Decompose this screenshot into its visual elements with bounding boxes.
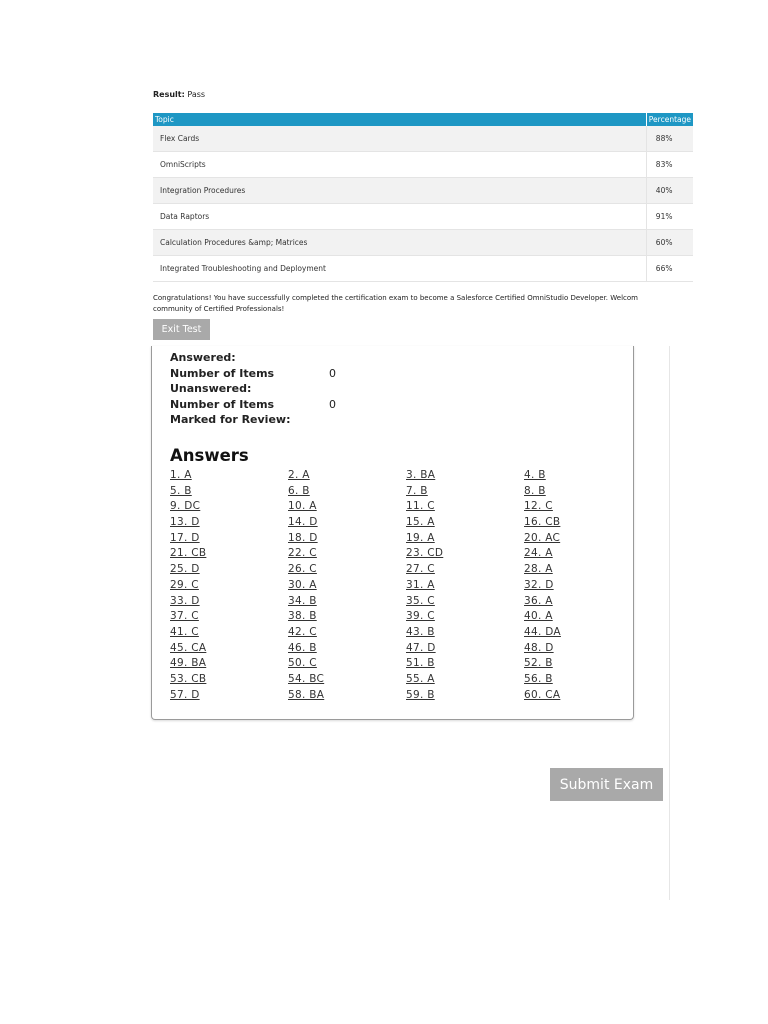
answer-link[interactable]: 4. B <box>524 469 546 481</box>
answer-link[interactable]: 40. A <box>524 610 553 623</box>
answer-link[interactable]: 25. D <box>170 563 200 576</box>
percentage-cell: 91% <box>646 204 693 230</box>
answer-link[interactable]: 38. B <box>288 610 317 623</box>
answer-link[interactable]: 24. A <box>524 547 553 560</box>
answer-link[interactable]: 8. B <box>524 484 546 497</box>
answer-link[interactable]: 51. B <box>406 657 435 670</box>
answer-link[interactable]: 29. C <box>170 578 199 591</box>
table-header-row <box>153 113 693 126</box>
answer-link[interactable]: 42. C <box>288 625 317 638</box>
table-row <box>153 126 693 152</box>
table-row <box>153 230 693 256</box>
result-label: Result: <box>153 90 185 99</box>
topic-scores-table <box>153 113 693 282</box>
answer-link[interactable]: 48. D <box>524 641 554 654</box>
congratulations-message <box>153 293 676 315</box>
answer-link[interactable]: 31. A <box>406 578 435 591</box>
answer-link[interactable]: 59. B <box>406 688 435 701</box>
topic-cell: Flex Cards <box>153 126 646 152</box>
percentage-column-header: Percentage <box>646 113 693 126</box>
answer-link[interactable]: 53. CB <box>170 672 207 685</box>
answer-link[interactable]: 13. D <box>170 516 200 529</box>
answer-link[interactable]: 55. A <box>406 672 435 685</box>
answers-title: Answers <box>170 446 249 465</box>
marked-for-review-heading: Marked for Review: <box>170 413 291 426</box>
answer-link[interactable]: 14. D <box>288 516 318 529</box>
answer-link[interactable]: 11. C <box>406 500 435 513</box>
table-row <box>153 178 693 204</box>
answer-link[interactable]: 45. CA <box>170 641 207 654</box>
answer-link[interactable]: 3. BA <box>406 469 436 481</box>
answer-link[interactable]: 27. C <box>406 563 435 576</box>
table-row <box>153 152 693 178</box>
answers-grid <box>170 468 630 703</box>
topic-cell: Calculation Procedures &amp; Matrices <box>153 230 646 256</box>
answered-heading: Answered: <box>170 351 236 364</box>
answer-link[interactable]: 35. C <box>406 594 435 607</box>
answer-link[interactable]: 50. C <box>288 657 317 670</box>
answer-link[interactable]: 26. C <box>288 563 317 576</box>
unanswered-count-label: Number of Items <box>170 397 275 411</box>
answer-link[interactable]: 47. D <box>406 641 436 654</box>
answer-link[interactable]: 22. C <box>288 547 317 560</box>
answer-link[interactable]: 12. C <box>524 500 553 513</box>
page-divider-line <box>669 346 670 900</box>
answer-link[interactable]: 60. CA <box>524 688 561 701</box>
congratulations-line-2: community of Certified Professionals! <box>153 305 285 313</box>
answer-link[interactable]: 37. C <box>170 610 199 623</box>
percentage-cell: 40% <box>646 178 693 204</box>
answer-link[interactable]: 57. D <box>170 688 200 701</box>
answer-link[interactable]: 33. D <box>170 594 200 607</box>
table-row <box>153 256 693 282</box>
topic-cell: Data Raptors <box>153 204 646 230</box>
answer-link[interactable]: 5. B <box>170 484 192 497</box>
topic-cell: Integration Procedures <box>153 178 646 204</box>
answer-link[interactable]: 34. B <box>288 594 317 607</box>
answer-link[interactable]: 28. A <box>524 563 553 576</box>
answer-link[interactable]: 20. AC <box>524 531 561 544</box>
answer-link[interactable]: 30. A <box>288 578 317 591</box>
submit-exam-button[interactable]: Submit Exam <box>550 768 663 801</box>
topic-cell: Integrated Troubleshooting and Deployment <box>153 256 646 282</box>
topic-scores-table-wrapper <box>153 113 691 282</box>
answer-link[interactable]: 18. D <box>288 531 318 544</box>
answer-link[interactable]: 23. CD <box>406 547 444 560</box>
unanswered-count-row <box>170 397 336 413</box>
answer-link[interactable]: 56. B <box>524 672 553 685</box>
answer-link[interactable]: 49. BA <box>170 657 207 670</box>
percentage-cell: 88% <box>646 126 693 152</box>
answer-link[interactable]: 52. B <box>524 657 553 670</box>
answer-link[interactable]: 32. D <box>524 578 554 591</box>
table-row <box>153 204 693 230</box>
result-value: Pass <box>187 90 206 99</box>
topic-column-header: Topic <box>153 113 646 126</box>
answer-link[interactable]: 17. D <box>170 531 200 544</box>
answered-count-label: Number of Items <box>170 366 275 380</box>
answer-link[interactable]: 54. BC <box>288 672 325 685</box>
answer-link[interactable]: 7. B <box>406 484 428 497</box>
answer-link[interactable]: 2. A <box>288 469 310 481</box>
answered-count-value: 0 <box>329 366 336 380</box>
answer-link[interactable]: 41. C <box>170 625 199 638</box>
unanswered-count-value: 0 <box>329 397 336 411</box>
answer-link[interactable]: 15. A <box>406 516 435 529</box>
result-line <box>153 90 205 99</box>
answer-link[interactable]: 19. A <box>406 531 435 544</box>
percentage-cell: 83% <box>646 152 693 178</box>
percentage-cell: 66% <box>646 256 693 282</box>
answer-link[interactable]: 10. A <box>288 500 317 513</box>
answer-link[interactable]: 21. CB <box>170 547 207 560</box>
answer-link[interactable]: 36. A <box>524 594 553 607</box>
answered-count-row <box>170 366 336 382</box>
answer-link[interactable]: 39. C <box>406 610 435 623</box>
congratulations-line-1: Congratulations! You have successfully completed the certification exam to become a Salesforce Certified OmniStudio Developer. Welcom <box>153 294 638 302</box>
answer-link[interactable]: 46. B <box>288 641 317 654</box>
percentage-cell: 60% <box>646 230 693 256</box>
answer-link[interactable]: 9. DC <box>170 500 201 513</box>
exit-test-button[interactable]: Exit Test <box>153 319 210 340</box>
answer-link[interactable]: 16. CB <box>524 516 561 529</box>
unanswered-heading: Unanswered: <box>170 382 252 395</box>
answer-link[interactable]: 1. A <box>170 469 192 481</box>
answer-link[interactable]: 43. B <box>406 625 435 638</box>
answer-link[interactable]: 44. DA <box>524 625 561 638</box>
exam-summary-panel <box>151 346 634 720</box>
topic-cell: OmniScripts <box>153 152 646 178</box>
answer-summary <box>170 350 336 428</box>
answer-link[interactable]: 58. BA <box>288 688 325 701</box>
answer-link[interactable]: 6. B <box>288 484 310 497</box>
